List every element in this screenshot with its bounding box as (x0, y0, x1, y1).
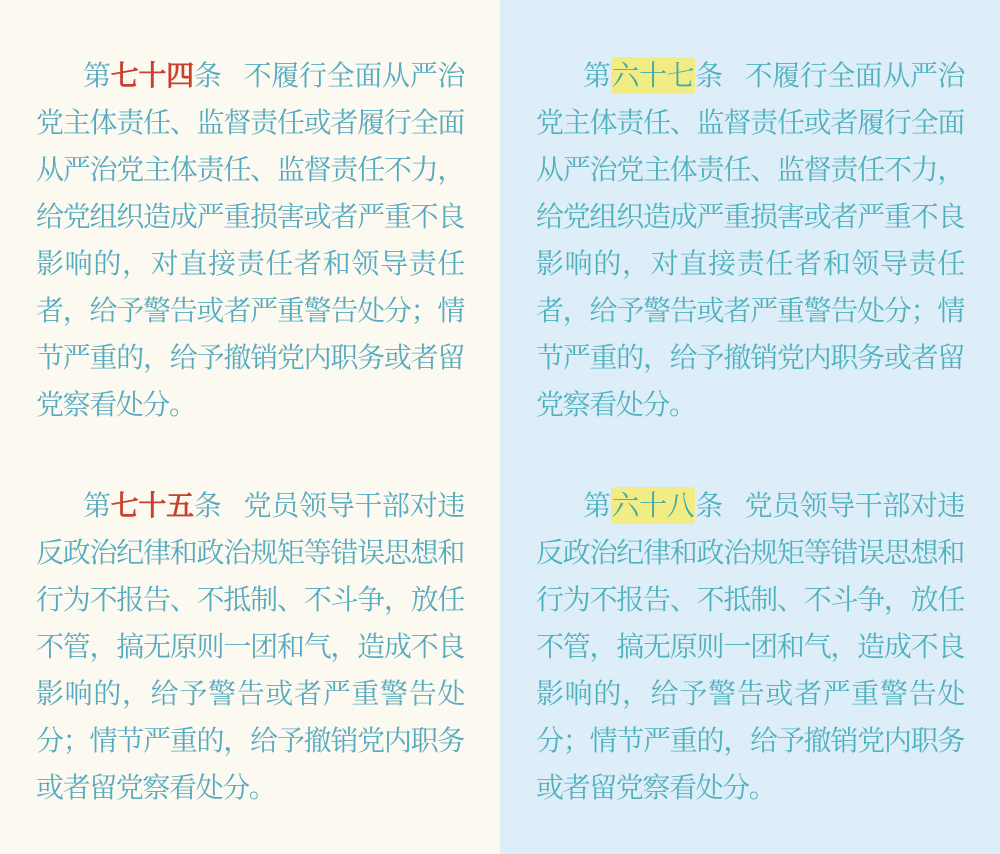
article-prefix: 第 (583, 59, 611, 92)
article-body: 党员领导干部对违反政治纪律和政治规矩等错误思想和行为不报告、不抵制、不斗争，放任不管，搞无原则一团和气，造成不良影响的，给予警告或者严重警告处分；情节严重的，给予撤销党内职务或者留党察看处分。 (536, 489, 964, 804)
article-suffix: 条 (193, 489, 222, 522)
article-prefix: 第 (83, 489, 111, 522)
article-prefix: 第 (83, 59, 111, 92)
article-suffix: 条 (695, 489, 723, 522)
article-number: 七十五 (110, 489, 194, 522)
article-number-highlighted: 六十八 (611, 489, 695, 522)
article (36, 52, 464, 428)
article-number: 七十四 (110, 59, 194, 92)
article (536, 482, 964, 811)
article-suffix: 条 (695, 59, 723, 92)
article (36, 482, 464, 811)
article-body: 不履行全面从严治党主体责任、监督责任或者履行全面从严治党主体责任、监督责任不力，给党组织造成严重损害或者严重不良影响的，对直接责任者和领导责任者，给予警告或者严重警告处分；情节严重的，给予撤销党内职务或者留党察看处分。 (36, 59, 464, 421)
article-body: 党员领导干部对违反政治纪律和政治规矩等错误思想和行为不报告、不抵制、不斗争，放任不管，搞无原则一团和气，造成不良影响的，给予警告或者严重警告处分；情节严重的，给予撤销党内职务或者留党察看处分。 (36, 489, 464, 804)
article-prefix: 第 (583, 489, 611, 522)
article-number-highlighted: 六十七 (611, 59, 695, 92)
article-body: 不履行全面从严治党主体责任、监督责任或者履行全面从严治党主体责任、监督责任不力，给党组织造成严重损害或者严重不良影响的，对直接责任者和领导责任者，给予警告或者严重警告处分；情节严重的，给予撤销党内职务或者留党察看处分。 (536, 59, 964, 421)
article (536, 52, 964, 428)
right-panel (500, 0, 1000, 854)
article-suffix: 条 (193, 59, 222, 92)
